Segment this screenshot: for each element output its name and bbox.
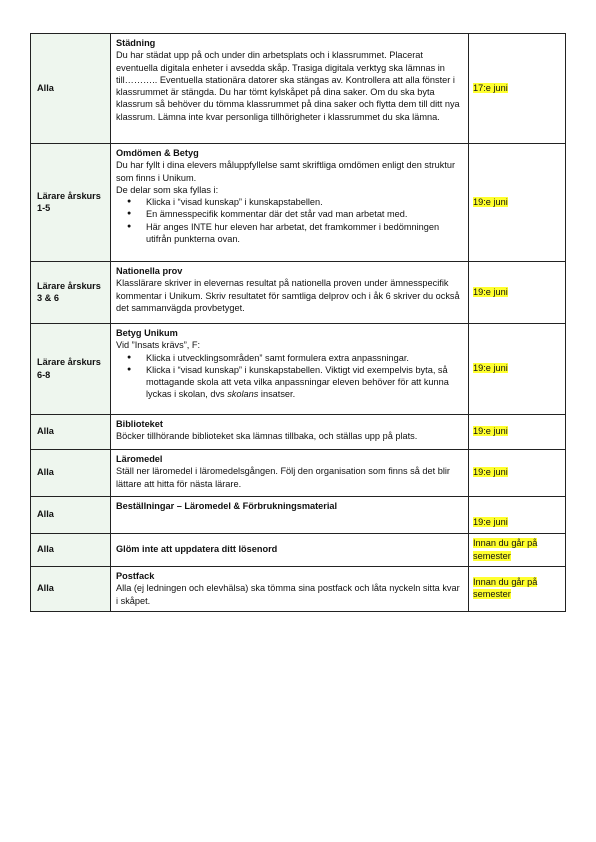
deadline-label: 19:e juni bbox=[473, 467, 508, 478]
deadline-cell bbox=[469, 415, 566, 450]
audience-cell: Alla bbox=[31, 450, 111, 497]
task-text: Vid ”Insats krävs”, F: bbox=[116, 340, 201, 351]
deadline-cell bbox=[469, 324, 566, 415]
audience-cell: Alla bbox=[31, 415, 111, 450]
audience-cell: Alla bbox=[31, 497, 111, 534]
list-item: ● En ämnesspecifik kommentar där det står vad man arbetat med. bbox=[146, 208, 464, 220]
task-text: Du har städat upp på och under din arbetsplats och i klassrummet. Placerat eventuella digitala enheter i avsedda skåp. Trasiga digitala verktyg ska lämnas in till……….. Eventuella stationära datorer ska stängas av. Kontrollera att alla fönster i klassrummet är stängda. Du har tömt kylskåpet på dina saker. Om du ska byta klassrum så behöver du tömma klassrummet på dina saker och flytta dem till ditt nya klassrum. Lämna inte kvar personliga tillhörigheter i klassrummet du ska lämna. bbox=[116, 50, 460, 122]
deadline-label: 19:e juni bbox=[473, 196, 508, 207]
table-row bbox=[31, 34, 566, 144]
task-cell bbox=[111, 144, 469, 262]
deadline-label: 19:e juni bbox=[473, 516, 508, 527]
task-title: Omdömen & Betyg bbox=[116, 148, 199, 158]
list-item: ● Här anges INTE hur eleven har arbetat, det framkommer i bedömningen utifrån punkterna ovan. bbox=[146, 221, 464, 246]
table-row bbox=[31, 567, 566, 612]
deadline-label: Innan du går på semester bbox=[473, 577, 538, 600]
emphasis-text: skolans bbox=[227, 389, 259, 400]
table-row bbox=[31, 450, 566, 497]
task-cell bbox=[111, 534, 469, 567]
task-title: Glöm inte att uppdatera ditt lösenord bbox=[116, 544, 278, 555]
task-cell bbox=[111, 34, 469, 144]
task-cell bbox=[111, 262, 469, 324]
deadline-cell bbox=[469, 262, 566, 324]
table-row bbox=[31, 144, 566, 262]
task-text: Klasslärare skriver in elevernas resultat på nationella proven under ämnesspecifik kommentar i Unikum. Skriv resultatet för samtliga delprov och i åk 6 skriver du också det sammanvägda provbetyget. bbox=[116, 278, 460, 313]
audience-cell: Alla bbox=[31, 34, 111, 144]
deadline-cell bbox=[469, 144, 566, 262]
task-cell bbox=[111, 497, 469, 534]
audience-cell: Lärare årskurs 1-5 bbox=[31, 144, 111, 262]
deadline-cell bbox=[469, 497, 566, 534]
deadline-label: 19:e juni bbox=[473, 286, 508, 297]
task-cell bbox=[111, 567, 469, 612]
audience-cell: Lärare årskurs 6-8 bbox=[31, 324, 111, 415]
task-title: Beställningar – Läromedel & Förbrukningsmaterial bbox=[116, 501, 338, 511]
task-cell bbox=[111, 415, 469, 450]
task-title: Nationella prov bbox=[116, 266, 183, 276]
list-item-text: Klicka i “visad kunskap” i kunskapstabellen. Viktigt vid exempelvis byta, så mottagande skola att veta vilka anpassningar eleven behöver för att kunna lyckas i skolan, dvs bbox=[146, 364, 449, 400]
deadline-cell bbox=[469, 450, 566, 497]
table-row bbox=[31, 415, 566, 450]
task-title: Postfack bbox=[116, 571, 155, 581]
deadline-cell bbox=[469, 567, 566, 612]
task-title: Betyg Unikum bbox=[116, 328, 178, 338]
task-title: Städning bbox=[116, 38, 156, 48]
deadline-label: Innan du går på semester bbox=[473, 538, 538, 561]
deadline-cell bbox=[469, 534, 566, 567]
audience-cell: Lärare årskurs 3 & 6 bbox=[31, 262, 111, 324]
table-row bbox=[31, 324, 566, 415]
table-row bbox=[31, 262, 566, 324]
task-title: Läromedel bbox=[116, 454, 163, 464]
deadline-label: 19:e juni bbox=[473, 426, 508, 437]
list-item-tail: insatser. bbox=[258, 389, 296, 400]
list-item: ● Klicka i “visad kunskap” i kunskapstabellen. bbox=[146, 196, 464, 208]
table-row bbox=[31, 497, 566, 534]
task-text: Böcker tillhörande biblioteket ska lämnas tillbaka, och ställas upp på plats. bbox=[116, 431, 418, 442]
deadline-label: 17:e juni bbox=[473, 82, 508, 93]
deadline-label: 19:e juni bbox=[473, 363, 508, 374]
task-text-2: De delar som ska fyllas i: bbox=[116, 184, 219, 195]
task-title: Biblioteket bbox=[116, 419, 163, 429]
table-row bbox=[31, 534, 566, 567]
task-cell bbox=[111, 450, 469, 497]
deadline-cell bbox=[469, 34, 566, 144]
task-text: Alla (ej ledningen och elevhälsa) ska tömma sina postfack och låta nyckeln sitta kvar i skåpet. bbox=[116, 583, 460, 606]
audience-cell: Alla bbox=[31, 534, 111, 567]
task-cell bbox=[111, 324, 469, 415]
schedule-table bbox=[30, 33, 566, 612]
audience-cell: Alla bbox=[31, 567, 111, 612]
list-item: ● Klicka i utvecklingsområden” samt formulera extra anpassningar. bbox=[146, 352, 464, 364]
list-item bbox=[146, 364, 464, 401]
task-text: Du har fyllt i dina elevers måluppfyllelse samt skriftliga omdömen enligt den struktur som finns i Unikum. bbox=[116, 160, 456, 183]
bullet-list bbox=[116, 352, 464, 401]
task-text: Ställ ner läromedel i läromedelsgången. Följ den organisation som finns så det blir lättare att hitta för nästa lärare. bbox=[116, 466, 450, 489]
bullet-list bbox=[116, 196, 464, 245]
